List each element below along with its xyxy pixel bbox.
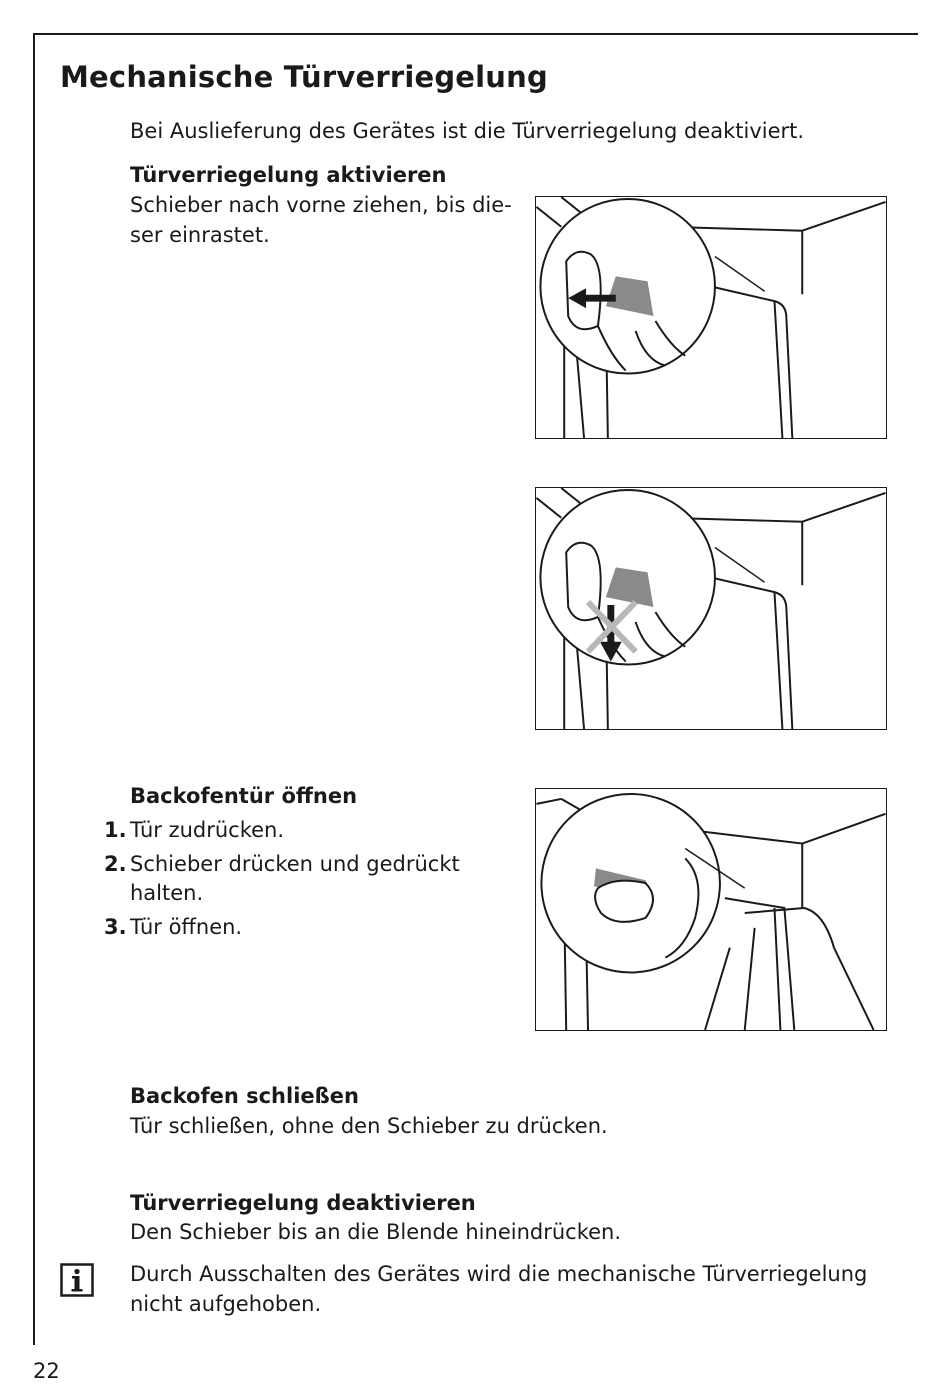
step-number: 1. bbox=[104, 818, 127, 842]
oven-door-opening-illustration bbox=[536, 789, 886, 1030]
info-icon bbox=[60, 1263, 94, 1297]
open-heading: Backofentür öffnen bbox=[130, 784, 358, 808]
close-heading: Backofen schließen bbox=[130, 1084, 359, 1108]
activate-text-line2: ser einrastet. bbox=[130, 223, 270, 247]
left-rule bbox=[33, 33, 35, 1345]
page-number: 22 bbox=[33, 1359, 60, 1383]
illustration-do-not-push bbox=[535, 487, 887, 730]
deactivate-text: Den Schieber bis an die Blende hineindrücken. bbox=[130, 1220, 622, 1244]
activate-text-line1: Schieber nach vorne ziehen, bis die- bbox=[130, 193, 512, 217]
step-number: 2. bbox=[104, 852, 127, 876]
step-text-continued: halten. bbox=[130, 881, 204, 905]
top-rule bbox=[33, 33, 918, 35]
step-text: Tür öffnen. bbox=[130, 915, 243, 939]
activate-heading: Türverriegelung aktivieren bbox=[130, 163, 447, 187]
deactivate-heading: Türverriegelung deaktivieren bbox=[130, 1191, 476, 1215]
intro-text: Bei Auslieferung des Gerätes ist die Türverriegelung deaktiviert. bbox=[130, 119, 805, 143]
info-text-line1: Durch Ausschalten des Gerätes wird die mechanische Türverriegelung bbox=[130, 1262, 868, 1286]
oven-door-pull-slider-illustration bbox=[536, 197, 886, 438]
step-text: Schieber drücken und gedrückt bbox=[130, 852, 460, 876]
oven-door-slider-no-push-illustration bbox=[536, 488, 886, 729]
page-title: Mechanische Türverriegelung bbox=[60, 60, 548, 94]
close-text: Tür schließen, ohne den Schieber zu drücken. bbox=[130, 1114, 608, 1138]
step-text: Tür zudrücken. bbox=[130, 818, 285, 842]
illustration-activate bbox=[535, 196, 887, 439]
step-number: 3. bbox=[104, 915, 127, 939]
info-text-line2: nicht aufgehoben. bbox=[130, 1292, 322, 1316]
illustration-open-door bbox=[535, 788, 887, 1031]
